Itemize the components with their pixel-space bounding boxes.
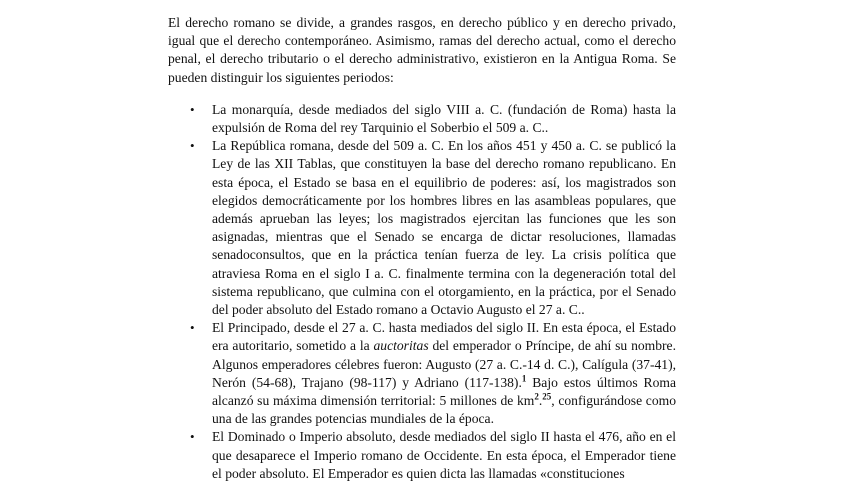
- list-item-dominado: [168, 428, 676, 483]
- footnote-ref[interactable]: 1: [521, 373, 527, 384]
- document-page: [168, 14, 676, 483]
- list-item-principado: [168, 319, 676, 428]
- list-item-text: La República romana, desde del 509 a. C. En los años 451 y 450 a. C. se publicó la Ley de las XII Tablas, que constituyen la base del derecho romano republicano. En esta época, el Estado se basa en el equilibrio de poderes: así, los magistrados son elegidos democráticamente por los hombres libres en las asambleas populares, que además aprueban las leyes; los magistrados ejercitan las funciones que les son asignadas, mientras que el Senado se encarga de dictar resoluciones, llamadas senadoconsultos, que en la práctica tenían fuerza de ley. La crisis política que atraviesa Roma en el siglo I a. C. finalmente termina con la degeneración total del sistema republicano, que culmina con el otorgamiento, en la práctica, por el Senado del poder absoluto del Estado romano a Octavio Augusto el 27 a. C..: [212, 138, 676, 318]
- bullet-icon: •: [190, 138, 195, 154]
- list-item-text-part: .: [538, 393, 543, 409]
- list-item-text-part: Bajo estos últimos Roma alcanzó su máxima dimensión territorial: 5 millones de km: [212, 374, 676, 409]
- list-item-text-part: , configurándose como una de las grandes potencias mundiales de la época.: [212, 393, 676, 427]
- periods-list: [168, 101, 676, 483]
- italic-term: auctoritas: [373, 338, 429, 354]
- unit-superscript: 2: [534, 391, 539, 402]
- list-item-text: El Dominado o Imperio absoluto, desde mediados del siglo II hasta el 476, año en el que desaparece el Imperio romano de Occidente. En esta época, el Emperador tiene el poder absoluto. El Emperador es quien dicta las llamadas «constituciones: [212, 429, 676, 481]
- list-item-monarquia: [168, 101, 676, 137]
- intro-paragraph: El derecho romano se divide, a grandes rasgos, en derecho público y en derecho privado, igual que el derecho contemporáneo. Asimismo, ramas del derecho actual, como el derecho penal, el derecho tributario o el derecho administrativo, existieron en la Antigua Roma. Se pueden distinguir los siguientes periodos:: [168, 15, 676, 85]
- footnote-ref[interactable]: 25: [542, 391, 552, 402]
- list-item-text-part: El Principado, desde el 27 a. C. hasta mediados del siglo II. En esta época, el Estado era autoritario, sometido a la: [212, 320, 676, 354]
- bullet-icon: •: [190, 101, 195, 117]
- bullet-icon: •: [190, 429, 195, 445]
- list-item-text-part: del emperador o Príncipe, de ahí su nombre. Algunos emperadores célebres fueron: Augusto (27 a. C.-14 d. C.), Calígula (37-41), Nerón (54-68), Trajano (98-117) y Adriano (117-138).: [212, 338, 676, 390]
- list-item-text: La monarquía, desde mediados del siglo VIII a. C. (fundación de Roma) hasta la expulsión de Roma del rey Tarquinio el Soberbio el 509 a. C..: [212, 101, 676, 136]
- list-item-republica: [168, 137, 676, 319]
- bullet-icon: •: [190, 320, 195, 336]
